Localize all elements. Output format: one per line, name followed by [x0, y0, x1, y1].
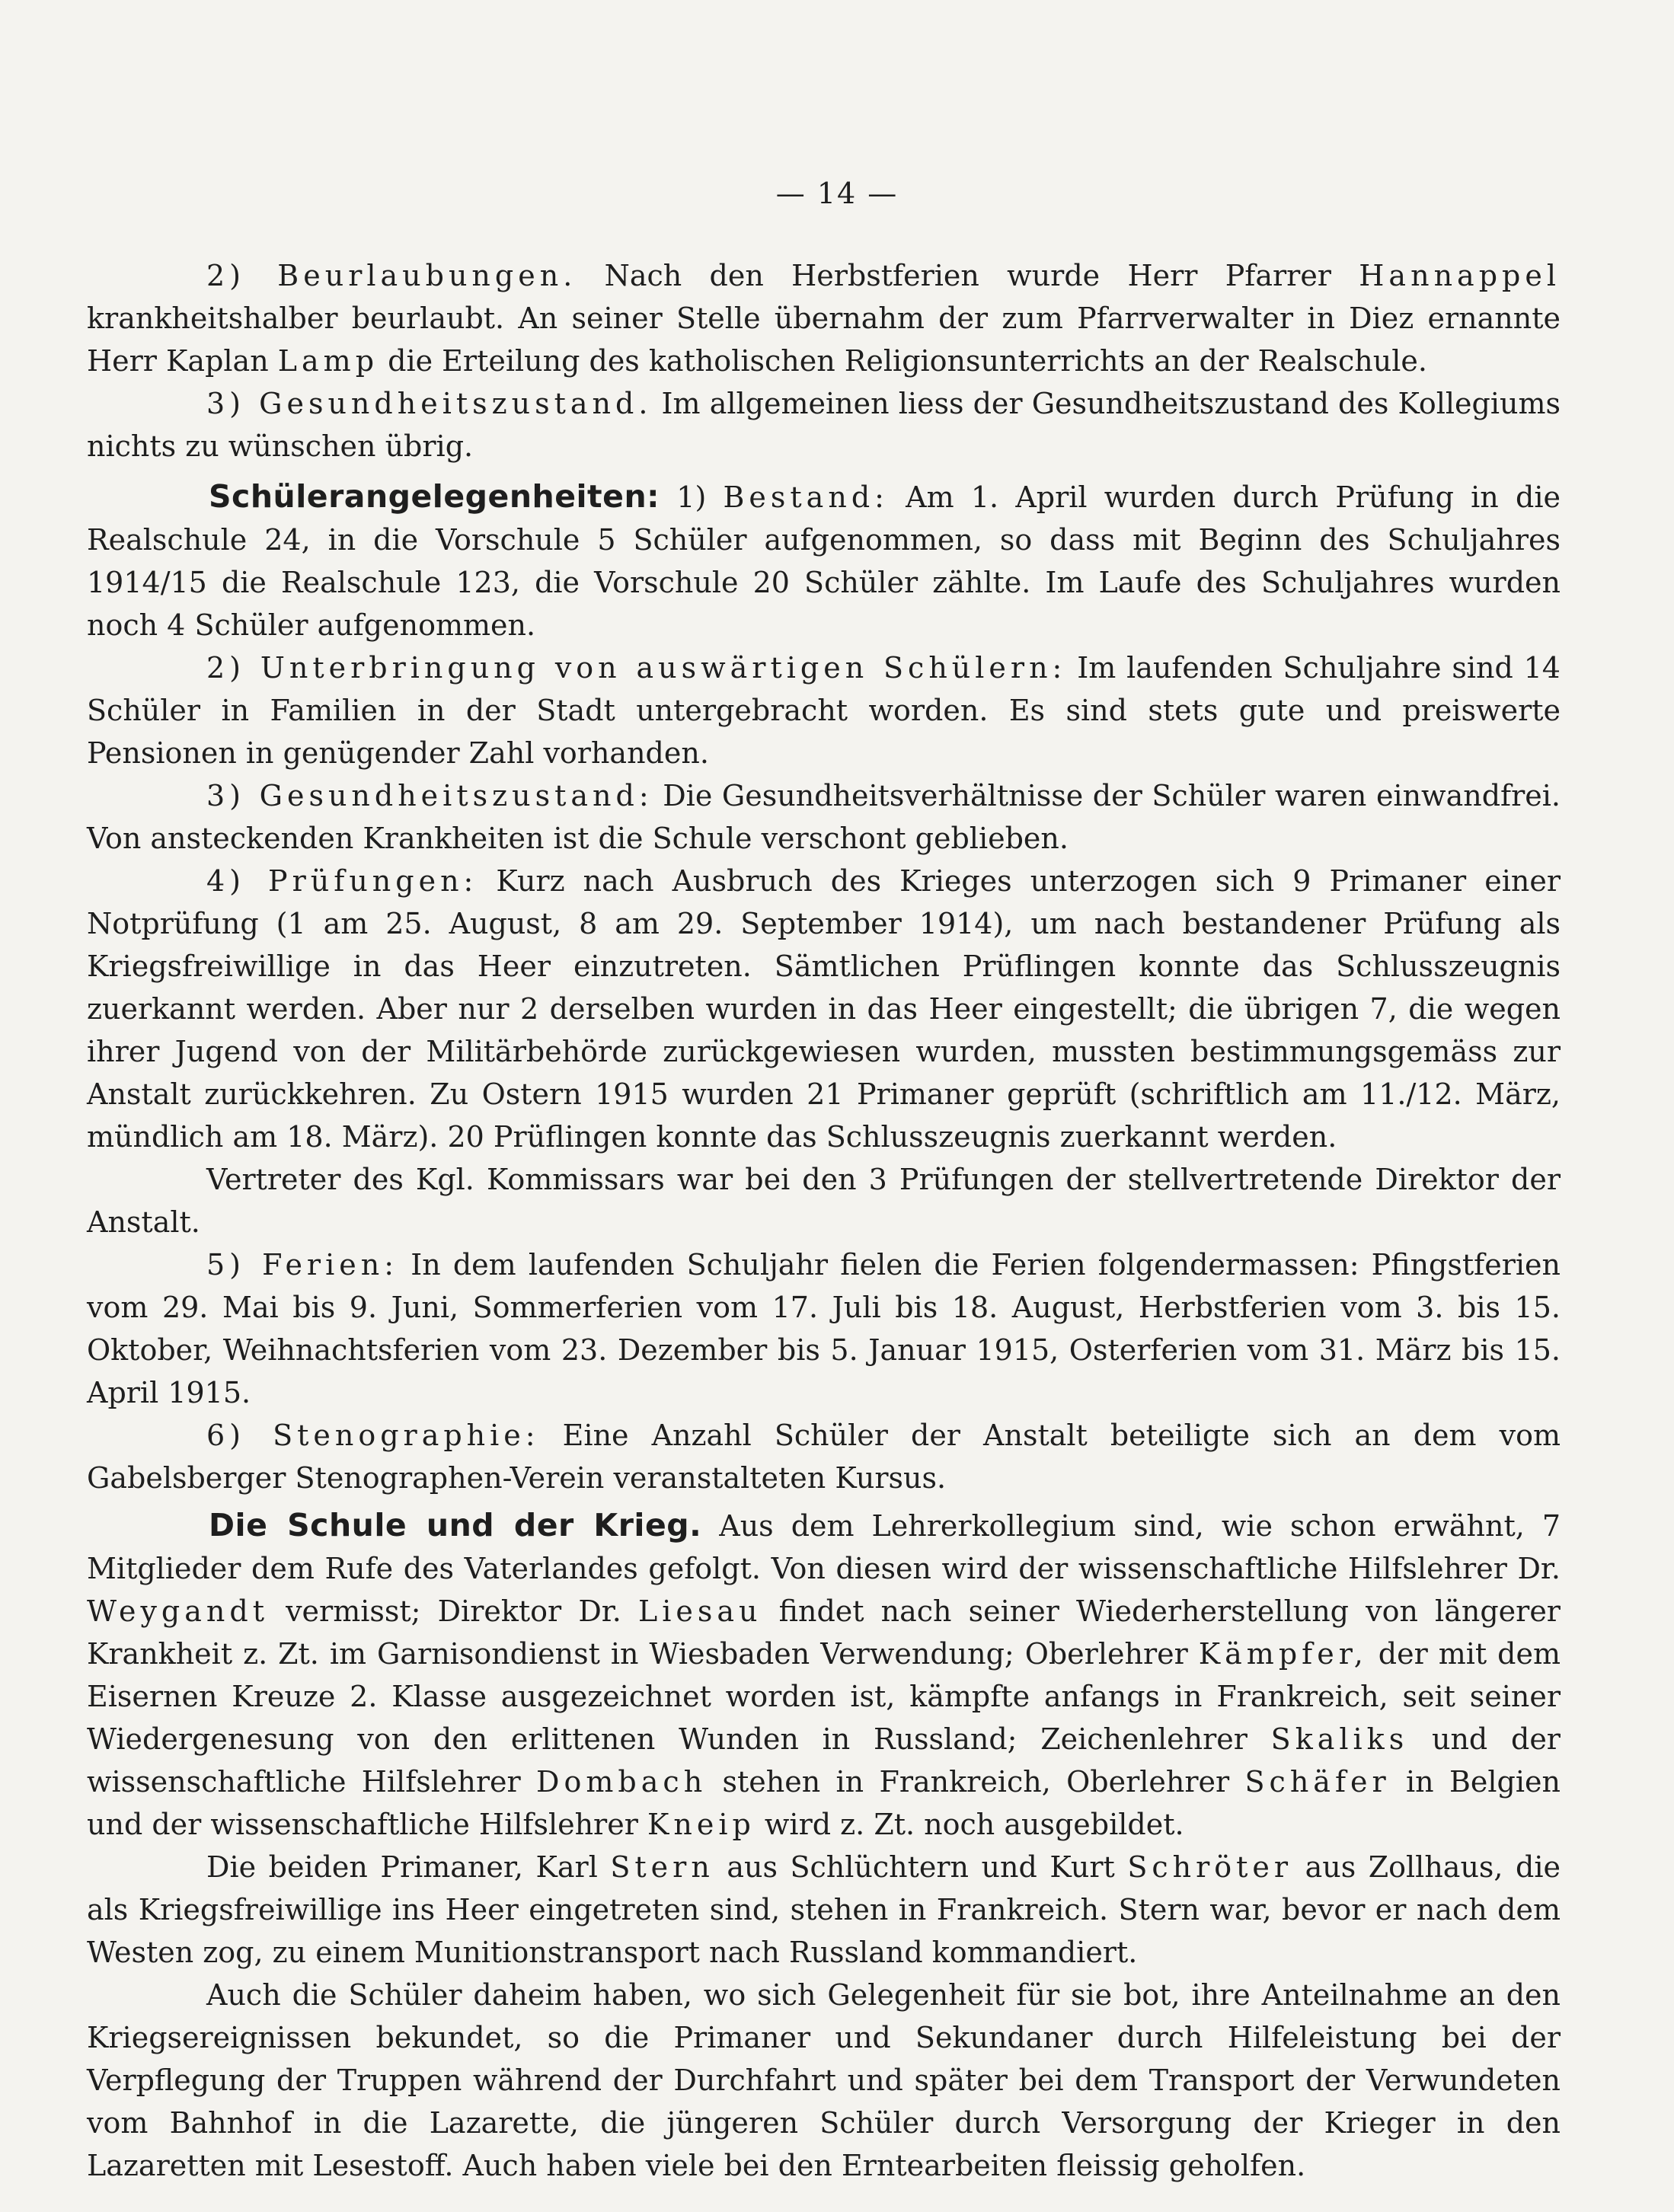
paragraph-stenographie: 6) Stenographie: Eine Anzahl Schüler der Anstalt beteiligte sich an dem vom Gabelsberger Stenographen-Verein veranstalteten Kursus.	[87, 1419, 1561, 1495]
paragraph-primaner: Die beiden Primaner, Karl Stern aus Schlüchtern und Kurt Schröter aus Zollhaus, die als Kriegsfreiwillige ins Heer eingetreten sind, stehen in Frankreich. Stern war, bevor er nach dem Westen zog, zu einem Munitionstransport nach Russland kommandiert.	[87, 1850, 1561, 1969]
name-weygandt: Weygandt	[87, 1594, 269, 1628]
paragraph-gesundheit-kollegium: 3) Gesundheitszustand. Im allgemeinen liess der Gesundheitszustand des Kollegiums nichts zu wünschen übrig.	[87, 387, 1561, 463]
label-bestand: Bestand:	[723, 480, 889, 514]
paragraph-unterbringung: 2) Unterbringung von auswärtigen Schülern: Im laufenden Schuljahre sind 14 Schüler in Familien in der Stadt untergebracht worden. Es sind stets gute und preiswerte Pensionen in genügender Zahl vorhanden.	[87, 651, 1561, 770]
paragraph-beurlaubungen: 2) Beurlaubungen. Nach den Herbstferien wurde Herr Pfarrer Hannappel krankheitshalber beurlaubt. An seiner Stelle übernahm der zum Pfarrverwalter in Diez ernannte Herr Kaplan Lamp die Erteilung des katholischen Religionsunterrichts an der Realschule.	[87, 259, 1561, 378]
label-unterbringung: 2) Unterbringung von auswärtigen Schülern:	[206, 651, 1067, 685]
name-lamp: Lamp	[277, 344, 379, 378]
label-beurlaubungen: 2) Beurlaubungen.	[206, 259, 577, 292]
page-number: — 14 —	[775, 177, 899, 210]
paragraph-gesundheit-schueler: 3) Gesundheitszustand: Die Gesundheitsverhältnisse der Schüler waren einwandfrei. Von ansteckenden Krankheiten ist die Schule verschont geblieben.	[87, 779, 1561, 855]
label-gesundheitszustand: 3) Gesundheitszustand.	[206, 387, 653, 420]
label-gesundheitszustand-schueler: 3) Gesundheitszustand:	[206, 779, 653, 812]
paragraph-bestand: Schülerangelegenheiten: 1) Bestand: Am 1. April wurden durch Prüfung in die Realschule 24, in die Vorschule 5 Schüler aufgenommen, so dass mit Beginn des Schuljahres 1914/15 die Realschule 123, die Vorschule 20 Schüler zählte. Im Laufe des Schuljahres wurden noch 4 Schüler aufgenommen.	[87, 478, 1561, 642]
name-schroeter: Schröter	[1127, 1850, 1293, 1884]
paragraph-krieg: Die Schule und der Krieg. Aus dem Lehrerkollegium sind, wie schon erwähnt, 7 Mitglieder dem Rufe des Vaterlandes gefolgt. Von diesen wird der wissenschaftliche Hilfslehrer Dr. Weygandt vermisst; Direktor Dr. Liesau findet nach seiner Wiederherstellung von längerer Krankheit z. Zt. im Garnisondienst in Wiesbaden Verwendung; Oberlehrer Kämpfer, der mit dem Eisernen Kreuze 2. Klasse ausgezeichnet worden ist, kämpfte anfangs in Frankreich, seit seiner Wiedergenesung von den erlittenen Wunden in Russland; Zeichenlehrer Skaliks und der wissenschaftliche Hilfslehrer Dombach stehen in Frankreich, Oberlehrer Schäfer in Belgien und der wissenschaftliche Hilfslehrer Kneip wird z. Zt. noch ausgebildet.	[87, 1507, 1561, 1841]
heading-schule-und-krieg: Die Schule und der Krieg.	[209, 1507, 702, 1543]
label-ferien: 5) Ferien:	[206, 1248, 399, 1282]
paragraph-pruefungen: 4) Prüfungen: Kurz nach Ausbruch des Krieges unterzogen sich 9 Primaner einer Notprüfung (1 am 25. August, 8 am 29. September 1914), um nach bestandener Prüfung als Kriegsfreiwillige in das Heer einzutreten. Sämtlichen Prüflingen konnte das Schlusszeugnis zuerkannt werden. Aber nur 2 derselben wurden in das Heer eingestellt; die übrigen 7, die wegen ihrer Jugend von der Militärbehörde zurückgewiesen wurden, mussten bestimmungsgemäss zur Anstalt zurückkehren. Zu Ostern 1915 wurden 21 Primaner geprüft (schriftlich am 11./12. März, mündlich am 18. März). 20 Prüflingen konnte das Schlusszeugnis zuerkannt werden.	[87, 864, 1561, 1154]
paragraph-schueler-daheim: Auch die Schüler daheim haben, wo sich Gelegenheit für sie bot, ihre Anteilnahme an den Kriegsereignissen bekundet, so die Primaner und Sekundaner durch Hilfeleistung bei der Verpflegung der Truppen während der Durchfahrt und später bei dem Transport der Verwundeten vom Bahnhof in die Lazarette, die jüngeren Schüler durch Versorgung der Krieger in den Lazaretten mit Lesestoff. Auch haben viele bei den Erntearbeiten fleissig geholfen.	[87, 1978, 1561, 2182]
name-stern: Stern	[610, 1850, 714, 1884]
paragraph-ferien: 5) Ferien: In dem laufenden Schuljahr fielen die Ferien folgendermassen: Pfingstferien vom 29. Mai bis 9. Juni, Sommerferien vom 17. Juli bis 18. August, Herbstferien vom 3. bis 15. Oktober, Weihnachtsferien vom 23. Dezember bis 5. Januar 1915, Osterferien vom 31. März bis 15. April 1915.	[87, 1248, 1561, 1409]
name-skaliks: Skaliks	[1270, 1722, 1409, 1756]
name-schaefer: Schäfer	[1244, 1765, 1391, 1799]
heading-schuelerangelegenheiten: Schülerangelegenheiten:	[209, 478, 660, 515]
paragraph-vertreter: Vertreter des Kgl. Kommissars war bei den 3 Prüfungen der stellvertretende Direktor der Anstalt.	[87, 1163, 1561, 1239]
name-hannappel: Hannappel	[1359, 259, 1561, 292]
name-kaempfer: Kämpfer,	[1198, 1637, 1368, 1671]
label-stenographie: 6) Stenographie:	[206, 1419, 540, 1452]
name-dombach: Dombach	[536, 1765, 708, 1799]
name-kneip: Kneip	[647, 1808, 756, 1841]
name-liesau: Liesau	[637, 1594, 762, 1628]
label-pruefungen: 4) Prüfungen:	[206, 864, 478, 898]
body-text	[87, 254, 1561, 2187]
